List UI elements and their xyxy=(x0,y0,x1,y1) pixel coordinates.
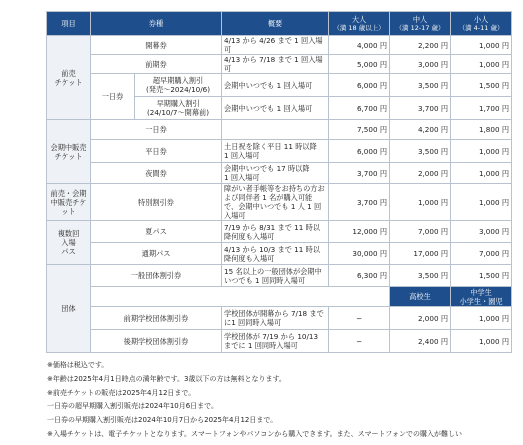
ticket-name: 夜間券 xyxy=(91,163,222,184)
price-mid: 4,200 円 xyxy=(390,120,451,140)
ticket-desc: 会期中いつでも 17 時以降 1 回入場可 xyxy=(222,163,329,184)
price-adult: 6,000 円 xyxy=(329,140,390,163)
header-category: 項目 xyxy=(47,12,91,36)
ticket-desc: 土日祝を除く平日 11 時以降 1 回入場可 xyxy=(222,140,329,163)
category-special: 前売・会期 中販売チケ ット xyxy=(47,184,91,221)
header-child-sub: （満 4-11 歳） xyxy=(458,24,504,32)
price-adult: − xyxy=(329,307,390,330)
price-child: 1,000 円 xyxy=(451,307,512,330)
note-line: ※入場チケットは、電子チケットとなります。スマートフォンやパソコンから購入できます。また、スマートフォンでの購入が難しい xyxy=(47,429,462,438)
price-child: 7,000 円 xyxy=(451,243,512,265)
ticket-name: 後期学校団体割引券 xyxy=(91,330,222,353)
price-adult: 6,700 円 xyxy=(329,97,390,120)
header-child xyxy=(451,12,512,36)
notes-section xyxy=(47,360,517,443)
ticket-desc: 障がい者手帳等をお持ちの方および同伴者 1 名が購入可能で、会期中いつでも 1 人 1 回入場可 xyxy=(222,184,329,221)
category-presale: 前売 チケット xyxy=(47,36,91,120)
ticket-price-table xyxy=(46,11,512,353)
ticket-desc: 4/13 から 7/18 まで 1 回入場可 xyxy=(222,55,329,74)
table-row xyxy=(47,163,512,184)
price-child: 1,000 円 xyxy=(451,163,512,184)
price-mid: 1,000 円 xyxy=(390,184,451,221)
category-pass: 複数回 入場 パス xyxy=(47,221,91,265)
price-child: 3,000 円 xyxy=(451,221,512,243)
header-adult xyxy=(329,12,390,36)
table-row xyxy=(47,221,512,243)
subcategory-oneday: 一日券 xyxy=(91,74,135,120)
header-ticket: 券種 xyxy=(91,12,222,36)
price-mid: 3,700 円 xyxy=(390,97,451,120)
price-adult: 7,500 円 xyxy=(329,120,390,140)
price-adult: 12,000 円 xyxy=(329,221,390,243)
price-adult: 3,700 円 xyxy=(329,163,390,184)
note-line: ※年齢は2025年4月1日時点の満年齢です。3歳以下の方は無料となります。 xyxy=(47,374,286,383)
ticket-name: 早期購入割引 (24/10/7〜開幕前) xyxy=(135,97,222,120)
ticket-name: 平日券 xyxy=(91,140,222,163)
ticket-name: 前期学校団体割引券 xyxy=(91,307,222,330)
school-subheader-mid: 高校生 xyxy=(390,287,451,307)
price-adult: 4,000 円 xyxy=(329,36,390,55)
ticket-desc: 7/19 から 8/31 まで 11 時以降何度も入場可 xyxy=(222,221,329,243)
table-row xyxy=(47,265,512,287)
ticket-name: 開幕券 xyxy=(91,36,222,55)
price-adult: 6,300 円 xyxy=(329,265,390,287)
price-child: 1,500 円 xyxy=(451,265,512,287)
header-child-label: 小人 xyxy=(473,15,489,24)
ticket-desc: 学校団体が 7/19 から 10/13 までに 1 回同時入場可 xyxy=(222,330,329,353)
price-mid: 2,000 円 xyxy=(390,307,451,330)
ticket-name: 特別割引券 xyxy=(91,184,222,221)
table-row xyxy=(47,243,512,265)
ticket-name: 夏パス xyxy=(91,221,222,243)
price-mid: 2,400 円 xyxy=(390,330,451,353)
ticket-name: 一般団体割引券 xyxy=(91,265,222,287)
table-row xyxy=(47,120,512,140)
table-row xyxy=(47,307,512,330)
ticket-desc: 会期中いつでも 1 回入場可 xyxy=(222,97,329,120)
note-line: 一日券の超早期購入割引販売は2024年10月6日まで。 xyxy=(47,402,219,411)
price-child: 1,000 円 xyxy=(451,184,512,221)
price-adult: 5,000 円 xyxy=(329,55,390,74)
note-line: 一日券の早期購入割引販売は2024年10月7日から2025年4月12日まで。 xyxy=(47,416,278,425)
price-child: 1,500 円 xyxy=(451,74,512,97)
price-mid: 2,200 円 xyxy=(390,36,451,55)
note-line: ※価格は税込です。 xyxy=(47,361,109,369)
price-child: 1,800 円 xyxy=(451,120,512,140)
price-mid: 3,000 円 xyxy=(390,55,451,74)
table-row xyxy=(47,287,512,307)
price-adult: 6,000 円 xyxy=(329,74,390,97)
table-row xyxy=(47,140,512,163)
price-child: 1,700 円 xyxy=(451,97,512,120)
header-mid xyxy=(390,12,451,36)
ticket-name: 通期パス xyxy=(91,243,222,265)
ticket-desc xyxy=(222,120,329,140)
school-subheader-child: 中学生 小学生・園児 xyxy=(451,287,512,307)
header-adult-label: 大人 xyxy=(351,15,367,24)
price-mid: 3,500 円 xyxy=(390,265,451,287)
ticket-name: 超早期購入割引 (発売〜2024/10/6) xyxy=(135,74,222,97)
price-mid: 3,500 円 xyxy=(390,74,451,97)
price-mid: 2,000 円 xyxy=(390,163,451,184)
ticket-desc: 4/13 から 4/26 まで 1 回入場可 xyxy=(222,36,329,55)
price-adult: 3,700 円 xyxy=(329,184,390,221)
price-child: 1,000 円 xyxy=(451,330,512,353)
ticket-name: 一日券 xyxy=(91,120,222,140)
ticket-desc: 4/13 から 10/3 まで 11 時以降何度も入場可 xyxy=(222,243,329,265)
category-group: 団体 xyxy=(47,265,91,353)
table-row xyxy=(47,184,512,221)
ticket-desc: 15 名以上の一般団体が会期中いつでも 1 回同時入場可 xyxy=(222,265,329,287)
price-child: 1,000 円 xyxy=(451,140,512,163)
price-mid: 7,000 円 xyxy=(390,221,451,243)
table-row xyxy=(47,36,512,55)
ticket-name: 前期券 xyxy=(91,55,222,74)
price-child: 1,000 円 xyxy=(451,55,512,74)
header-adult-sub: （満 18 歳以上） xyxy=(333,24,385,32)
price-adult: − xyxy=(329,330,390,353)
table-row xyxy=(47,330,512,353)
table-row xyxy=(47,55,512,74)
table-row xyxy=(47,74,512,97)
price-adult: 30,000 円 xyxy=(329,243,390,265)
price-child: 1,000 円 xyxy=(451,36,512,55)
price-mid: 17,000 円 xyxy=(390,243,451,265)
category-onsite: 会期中販売 チケット xyxy=(47,120,91,184)
note-line: ※前売チケットの販売は2025年4月12日まで。 xyxy=(47,388,196,397)
header-desc: 概要 xyxy=(222,12,329,36)
blank-cell xyxy=(91,287,390,307)
ticket-desc: 学校団体が開幕から 7/18 までに1 回同時入場可 xyxy=(222,307,329,330)
header-mid-sub: （満 12-17 歳） xyxy=(395,24,445,32)
price-mid: 3,500 円 xyxy=(390,140,451,163)
header-mid-label: 中人 xyxy=(412,15,428,24)
ticket-desc: 会期中いつでも 1 回入場可 xyxy=(222,74,329,97)
